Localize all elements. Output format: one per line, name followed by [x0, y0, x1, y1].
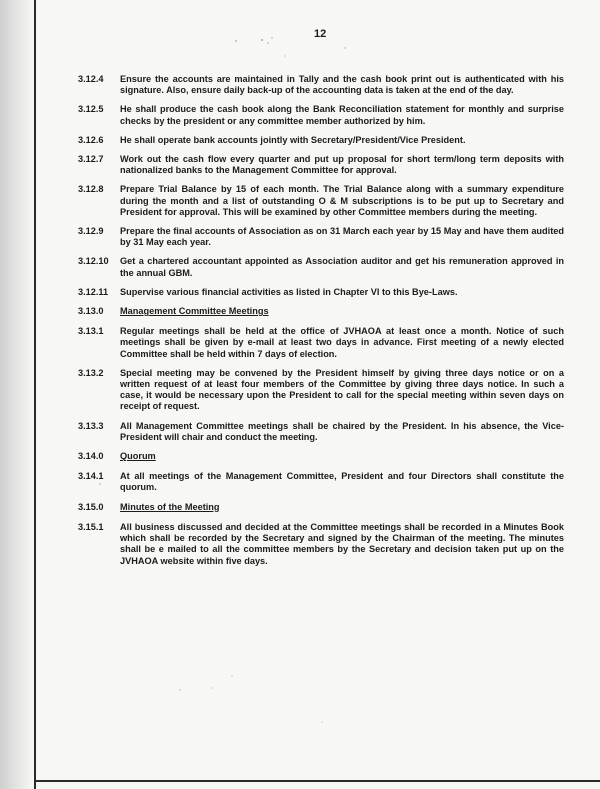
heading-number: 3.13.0	[78, 306, 104, 317]
heading-title: Quorum	[120, 451, 156, 462]
section-text: Supervise various financial activities as listed in Chapter VI to this Bye-Laws.	[120, 286, 458, 297]
section-number: 3.14.1	[78, 471, 104, 482]
section-3-12-8	[78, 184, 564, 218]
heading-number: 3.15.0	[78, 501, 104, 512]
section-text: Work out the cash flow every quarter and put up proposal for short term/long term deposits with nationalized banks to the Management Committee for approval.	[120, 154, 564, 176]
heading-management-meetings	[78, 306, 564, 317]
section-number: 3.13.3	[78, 420, 104, 431]
document-body	[78, 74, 564, 575]
section-number: 3.12.7	[78, 154, 104, 165]
section-number: 3.12.10	[78, 256, 109, 267]
section-text: At all meetings of the Management Committee, President and four Directors shall constitute the quorum.	[120, 471, 564, 493]
section-number: 3.15.1	[78, 521, 104, 532]
section-text: He shall operate bank accounts jointly with Secretary/President/Vice President.	[120, 134, 466, 145]
heading-title: Minutes of the Meeting	[120, 501, 220, 512]
heading-quorum	[78, 451, 564, 462]
heading-title: Management Committee Meetings	[120, 306, 269, 317]
section-text: All business discussed and decided at the Committee meetings shall be recorded in a Minutes Book which shall be recorded by the Secretary and signed by the Chairman of the meeting. The minutes shall be e mailed to all the committee members by the Secretary and decision taken put up on the JVHAOA website within five days.	[120, 521, 564, 566]
section-number: 3.12.9	[78, 226, 104, 237]
section-3-12-11	[78, 287, 564, 298]
section-text: Get a chartered accountant appointed as Association auditor and get his remuneration approved in the annual GBM.	[120, 256, 564, 278]
section-number: 3.12.6	[78, 134, 104, 145]
section-3-12-7	[78, 154, 564, 176]
section-text: All Management Committee meetings shall be chaired by the President. In his absence, the Vice-President will chair and conduct the meeting.	[120, 420, 564, 442]
section-text: He shall produce the cash book along the Bank Reconciliation statement for monthly and surprise checks by the president or any committee member authorized by him.	[120, 104, 564, 126]
section-3-15-1	[78, 522, 564, 567]
section-3-12-9	[78, 226, 564, 248]
heading-minutes	[78, 502, 564, 513]
section-3-12-4	[78, 74, 564, 96]
section-text: Regular meetings shall be held at the office of JVHAOA at least once a month. Notice of such meetings shall be given by e-mail at least two days in advance. First meeting of a newly elected Committee shall be held within 7 days of election.	[120, 326, 564, 359]
section-number: 3.12.4	[78, 74, 104, 84]
section-3-12-6	[78, 135, 564, 146]
section-3-13-2	[78, 368, 564, 413]
scan-edge-shadow	[0, 0, 34, 789]
section-text: Prepare Trial Balance by 15 of each month. The Trial Balance along with a summary expenditure during the month and a list of outstanding O & M subscriptions is to be put up to Secretary and President for approval. This will be examined by other Committee members during the meeting.	[120, 184, 564, 217]
section-number: 3.13.1	[78, 326, 104, 337]
scan-border-bottom	[36, 780, 600, 782]
section-3-12-10	[78, 256, 564, 278]
section-3-12-5	[78, 104, 564, 126]
heading-number: 3.14.0	[78, 451, 104, 462]
section-number: 3.12.8	[78, 184, 104, 195]
page-number: 12	[314, 28, 327, 40]
section-number: 3.12.5	[78, 104, 104, 115]
section-text: Special meeting may be convened by the President himself by giving three days notice or on a written request of at least four members of the Committee by giving three days notice. In such a case, it would be necessary upon the President to call for the special meeting within seven days on receipt of request.	[120, 367, 564, 412]
section-3-13-3	[78, 421, 564, 443]
section-3-13-1	[78, 326, 564, 360]
section-text: Prepare the final accounts of Association as on 31 March each year by 15 May and have them audited by 31 May each year.	[120, 226, 564, 248]
section-text: Ensure the accounts are maintained in Tally and the cash book print out is authenticated with his signature. Also, ensure daily back-up of the accounting data is taken at the end of the day.	[120, 74, 564, 96]
scan-border-left	[34, 0, 36, 789]
section-3-14-1	[78, 471, 564, 493]
section-number: 3.12.11	[78, 286, 109, 297]
section-number: 3.13.2	[78, 367, 104, 378]
